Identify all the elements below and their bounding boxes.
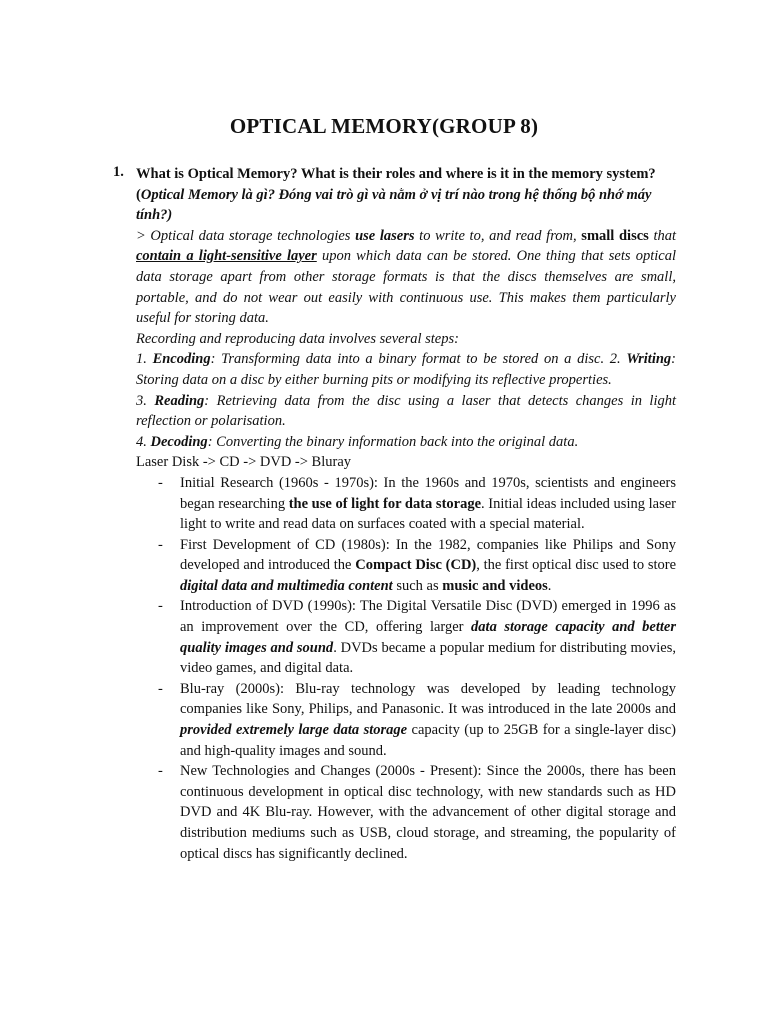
list-item: [158, 535, 677, 597]
question-translation-open: (: [136, 186, 141, 203]
answer-intro-text: that: [648, 227, 676, 244]
answer-intro-text: upon which data can be stored. One thing that sets optical data storage apart from other storage formats is that the discs themselves are small, portable, and do not wear out easily with continuous use. This makes them particularly useful for storing data.: [136, 248, 676, 327]
list-item: [158, 473, 676, 535]
list-text: capacity (up to 25GB for a single-layer disc) and high-quality images and sound.: [180, 722, 676, 759]
list-text: , the first optical disc used to store: [476, 557, 677, 574]
step-text: : Retrieving data from the disc using a laser that detects changes in light reflection or polarisation.: [136, 392, 677, 430]
question-translation: Optical Memory là gì? Đóng vai trò gì và nằm ở vị trí nào trong hệ thống bộ nhớ máy tính?): [136, 186, 652, 224]
emphasis-small-discs: small discs: [581, 227, 649, 244]
list-emphasis: provided extremely large data storage: [180, 722, 408, 739]
list-item: [158, 761, 676, 864]
list-item: [158, 679, 676, 761]
list-emphasis: the use of light for data storage: [288, 495, 482, 512]
dash-bullet: -: [158, 598, 163, 615]
answer-intro: [136, 226, 676, 329]
step-text: : Converting the binary information back into the original data.: [207, 433, 579, 450]
list-text: Introduction of DVD (1990s): The Digital Versatile Disc (DVD) emerged in 1996 as an improvement over the CD, offering larger: [180, 598, 676, 636]
step-3: [136, 391, 676, 432]
history-list: [136, 473, 676, 864]
list-emphasis: digital data and multimedia content: [180, 577, 393, 594]
emphasis-light-sensitive-layer: contain a light-sensitive layer: [136, 248, 317, 265]
list-text: Initial Research (1960s - 1970s): In the 1960s and 1970s, scientists and engineers began researching: [180, 474, 676, 512]
step-term-reading: Reading: [154, 392, 205, 409]
steps-heading: Recording and reproducing data involves several steps:: [136, 330, 459, 347]
page-title: OPTICAL MEMORY(GROUP 8): [229, 114, 539, 138]
answer-intro-text: to write to, and read from,: [414, 227, 582, 244]
list-emphasis: music and videos: [442, 577, 548, 594]
list-text: First Development of CD (1980s): In the 1982, companies like Philips and Sony developed and introduced the: [180, 536, 676, 574]
list-emphasis: Compact Disc (CD): [355, 557, 477, 574]
step-term-writing: Writing: [626, 351, 672, 368]
evolution-line: Laser Disk -> CD -> DVD -> Bluray: [136, 454, 352, 471]
question-text: [136, 164, 676, 226]
step-prefix: 2.: [609, 351, 627, 368]
list-text: Blu-ray (2000s): Blu-ray technology was developed by leading technology companies like Sony, Philips, and Panasonic. It was introduced in the late 2000s and: [180, 680, 676, 718]
emphasis-use-lasers: use lasers: [355, 227, 415, 244]
steps-1-2: [136, 349, 676, 390]
dash-bullet: -: [158, 536, 163, 553]
list-text: .: [547, 577, 552, 594]
step-prefix: 3.: [136, 392, 155, 409]
step-term-encoding: Encoding: [152, 351, 211, 368]
list-item: [158, 596, 677, 678]
dash-bullet: -: [158, 763, 163, 780]
step-prefix: 1.: [136, 351, 153, 368]
step-4: [136, 432, 676, 453]
list-text: such as: [392, 577, 443, 594]
dash-bullet: -: [158, 474, 163, 491]
list-text: . DVDs became a popular medium for distributing movies, video games, and digital data.: [180, 639, 676, 677]
question-number: 1.: [113, 164, 124, 180]
step-prefix: 4.: [136, 433, 151, 450]
question-english: What is Optical Memory? What is their roles and where is it in the memory system?: [136, 166, 656, 182]
list-text: . Initial ideas included using laser light to write and read data on surfaces coated with a special material.: [180, 495, 676, 533]
step-text: : Transforming data into a binary format to be stored on a disc.: [210, 351, 610, 368]
list-emphasis: data storage capacity and better quality images and sound: [180, 619, 677, 656]
step-term-decoding: Decoding: [150, 433, 208, 450]
answer-intro-text: > Optical data storage technologies: [136, 227, 356, 244]
question-content: [136, 164, 676, 864]
list-text: New Technologies and Changes (2000s - Present): Since the 2000s, there has been continuous development in optical disc technology, with new standards such as HD DVD and 4K Blu-ray. However, with the advancement of other digital storage and distribution mediums such as USB, cloud storage, and streaming, the popularity of optical discs has significantly declined.: [180, 763, 676, 862]
dash-bullet: -: [158, 680, 163, 697]
step-text: : Storing data on a disc by either burning pits or modifying its reflective properties.: [136, 351, 677, 388]
